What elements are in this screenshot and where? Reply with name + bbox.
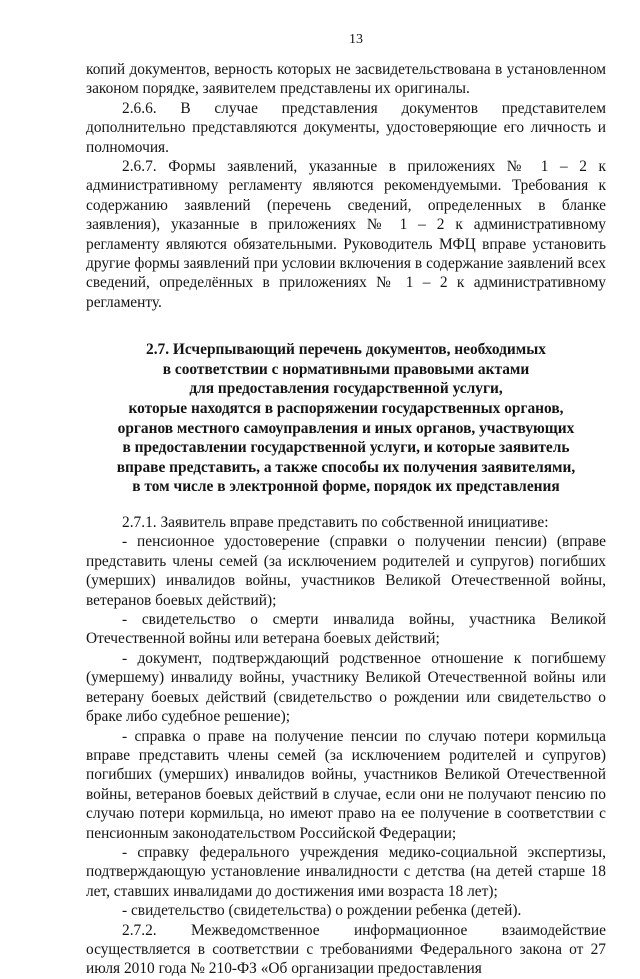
page-number: 13 <box>349 32 363 47</box>
heading-line: в предоставлении государственной услуги, и которые заявитель <box>122 439 570 457</box>
paragraph-2-7-2: 2.7.2. Межведомственное информационное взаимодействие осуществляется в соответствии с требованиями Федерального закона от 27 июля 2010 года № 210-ФЗ «Об организации предоставления <box>86 921 606 978</box>
list-item-birth-certificate: - свидетельство (свидетельства) о рождении ребенка (детей). <box>122 902 522 920</box>
paragraph-2-6-7: 2.6.7. Формы заявлений, указанные в приложениях № 1 – 2 к административному регламенту являются рекомендуемыми. Требования к содержанию заявлений (перечень сведений, определенных в бланке заявления), указанные в приложениях № 1 – 2 к административному регламенту являются обязательными. Руководитель МФЦ вправе установить другие формы заявлений при условии включения в содержание заявлений всех сведений, определённых в приложениях № 1 – 2 к административному регламенту. <box>86 158 606 311</box>
list-item-pension-certificate: - пенсионное удостоверение (справки о получении пенсии) (вправе представить члены семей (за исключением родителей и супругов) погибших (умерших) инвалидов войны, участников Великой Отечественной войны, ветеранов боевых действий); <box>86 533 606 609</box>
list-item-survivor-pension-certificate: - справка о праве на получение пенсии по случаю потери кормильца вправе представить члены семей (за исключением родителей и супругов) погибших (умерших) инвалидов войны, участников Великой Отечественной войны, ветеранов боевых действий в случае, если они не получают пенсию по случаю потери кормильца, но имеют право на ее получение в соответствии с пенсионным законодательством Российской Федерации; <box>86 727 606 842</box>
list-item-kinship-document: - документ, подтверждающий родственное отношение к погибшему (умершему) инвалиду войны, участнику Великой Отечественной войны или ветерану боевых действий (свидетельство о рождении или свидетельство о браке либо судебное решение); <box>86 649 606 726</box>
paragraph-continuation: копий документов, верность которых не засвидетельствована в установленном законом порядке, заявителем представлены их оригиналы. <box>86 61 606 98</box>
heading-line: органов местного самоуправления и иных органов, участвующих <box>117 419 575 437</box>
heading-line: для предоставления государственной услуги, <box>189 380 503 398</box>
section-heading-2-7 <box>86 340 606 497</box>
list-item-disability-certificate: - справку федерального учреждения медико-социальной экспертизы, подтверждающую установление инвалидности с детства (на детей старше 18 лет, ставших инвалидами до достижения ими возраста 18 лет); <box>86 843 606 900</box>
paragraph-2-6-6: 2.6.6. В случае представления документов представителем дополнительно представляются документы, удостоверяющие его личность и полномочия. <box>86 99 606 156</box>
heading-line: вправе представить, а также способы их получения заявителями, <box>116 458 576 476</box>
heading-line: 2.7. Исчерпывающий перечень документов, необходимых <box>146 341 546 359</box>
heading-line: в соответствии с нормативными правовыми актами <box>162 360 530 378</box>
heading-line: которые находятся в распоряжении государственных органов, <box>128 400 564 418</box>
paragraph-2-7-1: 2.7.1. Заявитель вправе представить по собственной инициативе: <box>122 514 549 532</box>
heading-line: в том числе в электронной форме, порядок их представления <box>132 478 560 496</box>
list-item-death-certificate: - свидетельство о смерти инвалида войны, участника Великой Отечественной войны или ветерана боевых действий; <box>86 611 606 648</box>
